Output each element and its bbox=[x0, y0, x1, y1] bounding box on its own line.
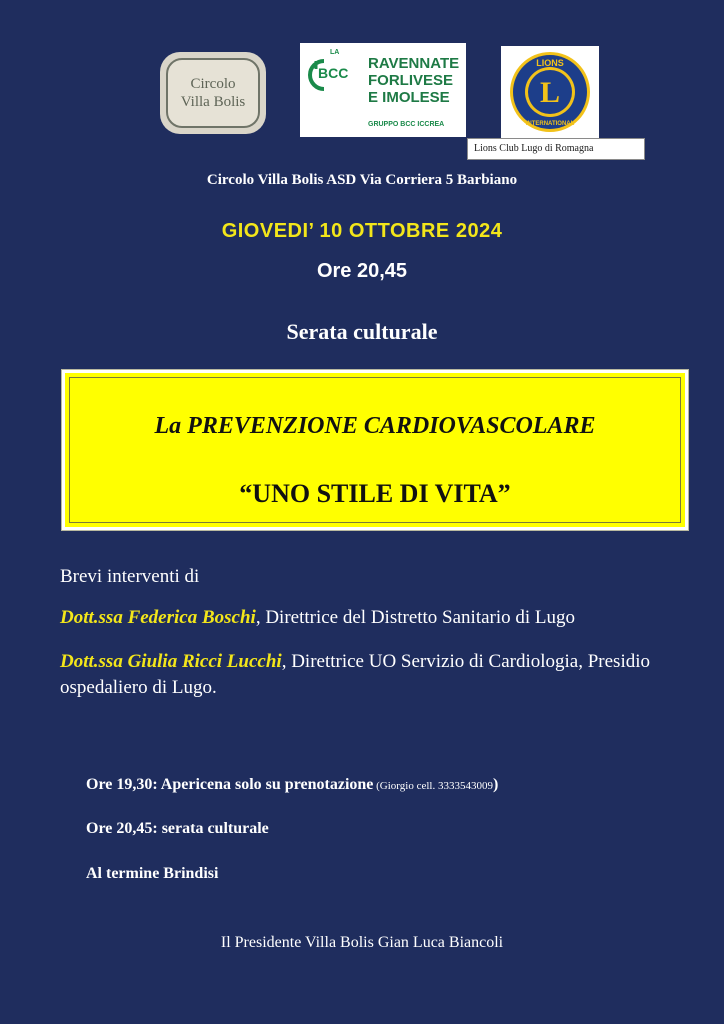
event-title: La PREVENZIONE CARDIOVASCOLARE bbox=[154, 413, 596, 439]
speakers-intro: Brevi interventi di bbox=[60, 566, 200, 587]
lions-top-text: LIONS bbox=[536, 58, 564, 68]
speaker-name: Dott.ssa Federica Boschi bbox=[60, 607, 256, 628]
villa-bolis-logo-line2: Villa Bolis bbox=[180, 94, 246, 110]
villa-bolis-logo-line1: Circolo bbox=[190, 76, 236, 92]
speaker-role: , Direttrice UO Servizio di Cardiologia, Presidio ospedaliero di Lugo. bbox=[60, 651, 650, 698]
bcc-logo bbox=[300, 43, 466, 137]
schedule-item: Ore 20,45: serata culturale bbox=[86, 820, 269, 837]
event-time: Ore 20,45 bbox=[316, 260, 408, 282]
event-title-box bbox=[62, 370, 688, 530]
speaker-name: Dott.ssa Giulia Ricci Lucchi bbox=[60, 651, 282, 672]
event-type: Serata culturale bbox=[286, 319, 438, 344]
bcc-group-text: GRUPPO BCC ICCREA bbox=[368, 121, 445, 128]
event-date: GIOVEDI’ 10 OTTOBRE 2024 bbox=[221, 220, 503, 242]
schedule-note: (Giorgio cell. 3333543009 bbox=[373, 780, 493, 792]
speaker-item bbox=[60, 607, 660, 629]
event-subtitle: “UNO STILE DI VITA” bbox=[239, 479, 511, 508]
schedule-note-close: ) bbox=[492, 776, 499, 793]
schedule-text: Ore 19,30: Apericena solo su prenotazione bbox=[86, 776, 374, 793]
bcc-line3: E IMOLESE bbox=[368, 89, 450, 106]
lions-logo bbox=[501, 46, 599, 138]
lions-club-caption: Lions Club Lugo di Romagna bbox=[467, 138, 645, 160]
villa-bolis-logo bbox=[160, 52, 266, 134]
president-signature: Il Presidente Villa Bolis Gian Luca Biancoli bbox=[220, 934, 504, 951]
speaker-role: , Direttrice del Distretto Sanitario di Lugo bbox=[255, 607, 576, 628]
bcc-mark-text: BCC bbox=[318, 65, 349, 81]
schedule-item: Al termine Brindisi bbox=[86, 865, 219, 882]
bcc-line2: FORLIVESE bbox=[368, 72, 454, 89]
bcc-small-text: LA bbox=[330, 49, 340, 56]
lions-letter: L bbox=[539, 76, 561, 109]
venue-address: Circolo Villa Bolis ASD Via Corriera 5 Barbiano bbox=[206, 172, 518, 188]
lions-bottom-text: INTERNATIONAL bbox=[525, 121, 575, 127]
bcc-line1: RAVENNATE bbox=[368, 55, 460, 72]
lions-emblem-icon bbox=[501, 46, 599, 138]
speaker-item bbox=[60, 649, 680, 701]
schedule-item bbox=[86, 776, 498, 794]
